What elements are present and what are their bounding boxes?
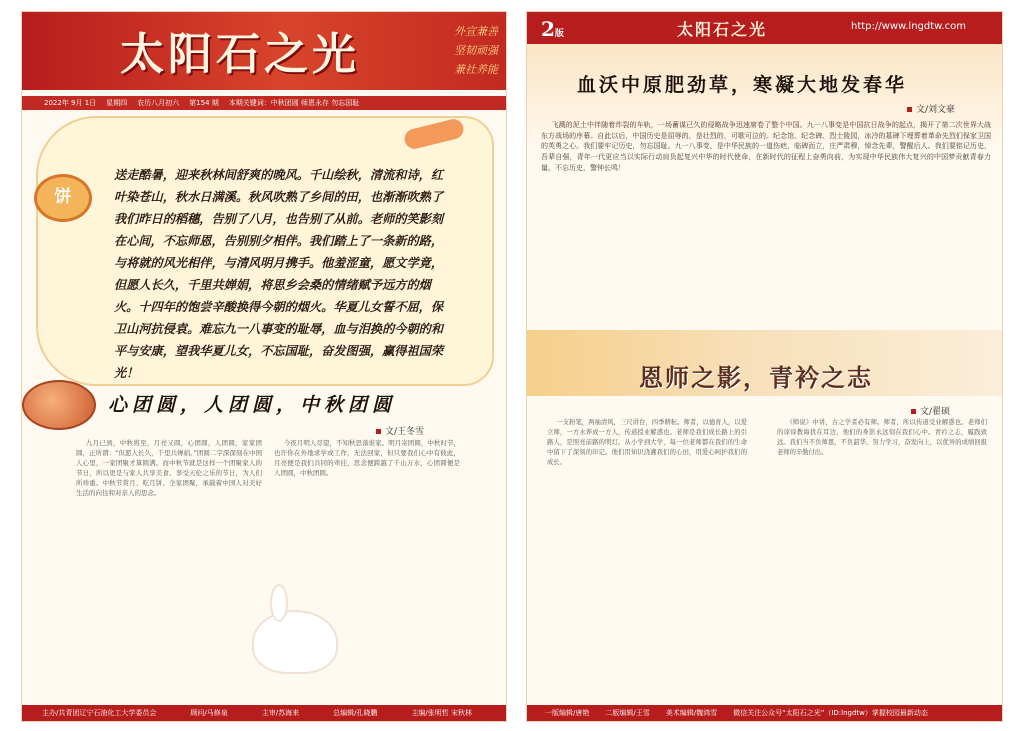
- page-footer: [22, 705, 506, 721]
- paragraph: 九月已到，中秋将至，月亮又圆，心团圆，人团圆，家家团圆，正所谓：“但愿人长久，千里共婵娟。”团圆二字深深刻在中国人心里，一家团聚才算圆满。而中秋节就是这样一个团聚家人的节日，所以更是与家人共享美食、享受天伦之乐的节日，为人们所珍重。中秋节赏月、吃月饼、全家团聚，承载着中国人对美好生活的向往和对亲人的思念。: [76, 439, 262, 497]
- slogan: 兼社养能: [454, 63, 498, 76]
- page2-header: [527, 12, 1002, 44]
- mooncake-badge-icon: 饼: [34, 174, 92, 222]
- article-body: [541, 120, 991, 328]
- article-column-right: [274, 438, 460, 568]
- footer-editors: 主编/张明哲 宋秋林: [411, 709, 473, 717]
- article-headline: 恩师之影，青衿之志: [639, 363, 873, 392]
- footer-sponsor: 主办/共青团辽宁石油化工大学委员会: [42, 709, 157, 717]
- page-number-value: 2: [541, 17, 555, 41]
- issue-date: 2022年 9月 1日: [44, 99, 97, 107]
- slogan: 外宣兼善: [454, 25, 498, 38]
- issue-keywords: 本期关键词：中秋团圆 师恩永存 勿忘国耻: [228, 99, 360, 107]
- newspaper-page-2: [527, 12, 1002, 721]
- issue-number: 第154 期: [189, 99, 219, 107]
- byline-text: 文/王冬雪: [385, 427, 425, 437]
- article-column-right: [777, 418, 987, 694]
- article-column-left: [547, 418, 747, 694]
- issue-weekday: 星期四: [106, 99, 128, 107]
- website-url[interactable]: http://www.lngdtw.com: [851, 21, 966, 32]
- masthead-slogans: [418, 22, 498, 79]
- rabbit-illustration: [254, 612, 336, 672]
- newspaper-page-1: [22, 12, 506, 721]
- autumn-poem: 送走酷暑，迎来秋林间舒爽的晚风。千山绘秋，清流和诗，红叶染苍山，秋水日满溪。秋风吹熟了乡间的田，也渐渐吹熟了我们昨日的稻穗，告别了八月，也告别了从前。老师的笑影刻在心间，不忘师恩，告别别夕相伴。我们踏上了一条新的路，与将就的风光相伴，与清风明月携手。他羞涩童，愿文学竟，但愿人长久，千里共婵娟，将思乡会桑的情绪赋予远方的烟火。十四年的饱尝辛酸换得今朝的烟火。华夏儿女誓不屈，保卫山河抗侵袁。难忘九一八事变的耻辱，血与泪换的今朝的和平与安康，望我华夏儿女，不忘国耻，奋发图强，赢得祖国荣光！: [114, 168, 444, 380]
- paragraph: 一支粉笔，两袖清风，三尺讲台，四季耕耘。师者，以德育人，以爱立师，一方水养成一方人，传道授业解惑也。老师是我们成长路上的引路人，是照亮前路的明灯。从小学到大学，每一位老师都在我们的生命中留下了深刻的印记。他们用知识浇灌我们的心田，用爱心呵护我们的成长。: [547, 419, 747, 466]
- footer-reviewer: 主审/苏海来: [261, 709, 300, 717]
- footer-editor-2: 二版编辑/王雪: [605, 709, 650, 717]
- page-number: [541, 17, 564, 41]
- article-byline: [376, 424, 424, 437]
- article-column-left: [76, 438, 262, 683]
- issue-info-bar: [22, 96, 506, 110]
- byline-text: 文/刘文豪: [916, 105, 956, 115]
- page2-masthead-title: 太阳石之光: [677, 20, 768, 39]
- byline-text: 文/翟硕: [920, 407, 951, 417]
- mooncake-icon: [22, 380, 96, 430]
- bullet-square-icon: [911, 409, 916, 414]
- footer-advisor: 顾问/马修泉: [190, 709, 228, 717]
- bullet-square-icon: [907, 107, 912, 112]
- paragraph: 今夜月明人尽望，不知秋思落谁家。明月寄团圆，中秋时节，也许你在外地求学或工作，无法回家，但只要我们心中有彼此，月亮便是我们共同的牵挂，思念便跨越了千山万水，心团圆便是人团圆，中秋团圆。: [274, 439, 460, 477]
- masthead-title: 太阳石之光: [120, 29, 360, 80]
- article-headline: 血沃中原肥劲草，寒凝大地发春华: [577, 74, 908, 96]
- page-number-suffix: 版: [554, 29, 564, 39]
- footer-chief-editor: 总编辑/孔晓鹏: [333, 709, 378, 717]
- article-byline: [911, 404, 950, 417]
- footer-wechat-note: 微信关注公众号“太阳石之光”（ID:lngdtw）掌握校园最新动态: [733, 709, 928, 717]
- paragraph: 飞溅的泥土中伴随着炸裂的车轨，一场蓄谋已久的侵略战争迅速席卷了整个中国。九一八事变是中国抗日战争的起点，揭开了第二次世界大战东方战场的序幕。自此以后，中国历史是屈辱的，是壮烈的，可歌可泣的。纪念馆、纪念碑、烈士陵园，冰冷的墓碑下埋葬着革命先烈们保家卫国的英勇之心。我们要牢记历史，勿忘国耻。九一八事变，是中华民族的一道伤疤，临碑而立，庄严肃穆，悼念先辈，警醒后人。我们要铭记历史，吾辈自强，青年一代更应当以实际行动肩负起复兴中华的时代使命，在新时代的征程上奋勇向前，为实现中华民族伟大复兴的中国梦贡献青春力量。不忘历史，警钟长鸣！: [541, 121, 991, 172]
- article-headline: 心团圆，人团圆，中秋团圆: [108, 394, 397, 416]
- footer-art-editor: 美术编辑/魏鸿雪: [665, 709, 718, 717]
- footer-editor-1: 一版编辑/唐艳: [545, 709, 590, 717]
- slogan: 坚韧顽强: [454, 44, 498, 57]
- paragraph: 《师说》中讲，古之学者必有师。师者，所以传道受业解惑也。老师们的谆谆教诲犹在耳边，他们的身影永远刻在我们心中。青衿之志，履践致远。我们当不负师恩，不负韶华，努力学习，奋发向上，以优异的成绩回报老师的辛勤付出。: [777, 419, 987, 456]
- article-byline: [907, 102, 955, 115]
- page-footer: [527, 705, 1002, 721]
- bullet-square-icon: [376, 429, 381, 434]
- issue-lunar-date: 农历八月初六: [137, 99, 180, 107]
- masthead: [22, 12, 506, 90]
